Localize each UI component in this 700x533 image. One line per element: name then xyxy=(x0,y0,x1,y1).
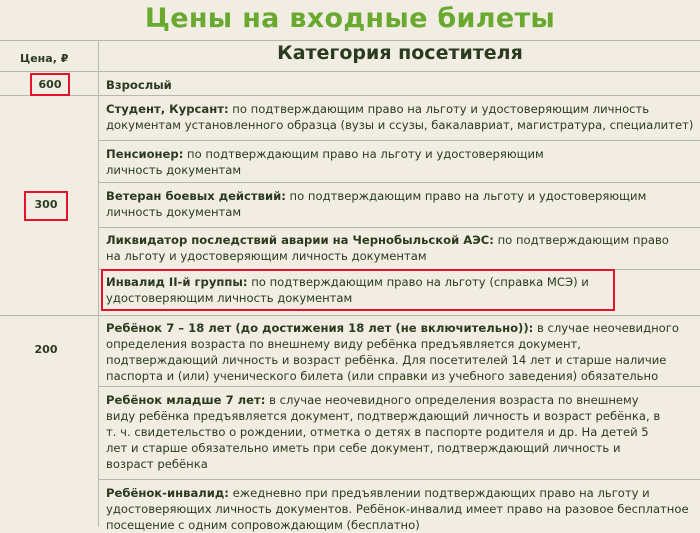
row-desc: по подтверждающим право на льготу и удостоверяющим личность документам xyxy=(106,189,647,219)
row-name: Инвалид II-й группы: xyxy=(106,275,248,289)
row-name: Ребёнок-инвалид: xyxy=(106,486,229,500)
price-600-highlight xyxy=(30,73,70,96)
price-600: 600 xyxy=(38,78,62,91)
row-desc: по подтверждающим право на льготу и удостоверяющим личность документам установленного образца (вузы и ссузы, бакалавриат, магистратура, специалитет) xyxy=(106,102,694,132)
row-divider xyxy=(0,95,700,96)
row-desc: ежедневно при предъявлении подтверждающих право на льготу и удостоверяющих личность документов. Ребёнок-инвалид имеет право на разовое бесплатное посещение с одним сопровождающим (бесплатно) xyxy=(106,486,689,532)
row-desc: по подтверждающим право на льготу (справка МСЭ) и удостоверяющим личность документам xyxy=(106,275,589,305)
row-divider xyxy=(99,140,700,141)
row-divider xyxy=(99,182,700,183)
page-title: Цены на входные билеты xyxy=(144,3,556,34)
price-column-header: Цена, ₽ xyxy=(20,52,69,65)
row-veteran xyxy=(106,188,666,220)
row-desc: в случае неочевидного определения возраста по внешнему виду ребёнка предъявляется документ, подтверждающий личность и возраст ребёнка, в т. ч. свидетельство о рождении, отметка о детях в паспорте родителя и др. На детей 5 лет и старше обязательно иметь при себе документ, подтверждающий личность и возраст ребёнка xyxy=(106,393,661,471)
row-desc: по подтверждающим право на льготу и удостоверяющим личность документам xyxy=(106,147,544,177)
row-divider xyxy=(99,479,700,480)
row-desc: в случае неочевидного определения возраста по внешнему виду ребёнка предъявляется документ, подтверждающий личность и возраст ребёнка. Для посетителей 14 лет и старше наличие паспорта и (или) ученического билета (или справки из учебного заведения) обязательно xyxy=(106,321,679,383)
price-300-highlight xyxy=(24,191,68,221)
row-adult xyxy=(106,77,696,93)
row-desc: по подтверждающим право на льготу и удостоверяющим личность документам xyxy=(106,233,669,263)
header-bottom-border xyxy=(0,71,700,72)
row-chernobyl xyxy=(106,232,686,264)
price-200: 200 xyxy=(34,343,58,356)
row-disabled-child xyxy=(106,485,696,533)
column-divider xyxy=(98,40,99,527)
row-name: Студент, Курсант: xyxy=(106,102,229,116)
row-name: Ликвидатор последствий аварии на Чернобыльской АЭС: xyxy=(106,233,494,247)
row-name: Ребёнок 7 – 18 лет (до достижения 18 лет (не включительно)): xyxy=(106,321,534,335)
row-divider xyxy=(0,315,700,316)
row-child-7-18 xyxy=(106,320,696,384)
row-disabled-group-2 xyxy=(106,274,606,306)
row-name: Ветеран боевых действий: xyxy=(106,189,286,203)
row-name: Ребёнок младше 7 лет: xyxy=(106,393,266,407)
row-pensioner xyxy=(106,146,586,178)
category-column-header: Категория посетителя xyxy=(277,42,523,64)
row-divider xyxy=(99,386,700,387)
row-name: Пенсионер: xyxy=(106,147,184,161)
table-top-border xyxy=(0,40,700,41)
row-name: Взрослый xyxy=(106,78,172,92)
row-divider xyxy=(99,227,700,228)
row-child-under-7 xyxy=(106,392,666,472)
row-student xyxy=(106,101,696,133)
price-300: 300 xyxy=(34,198,58,211)
